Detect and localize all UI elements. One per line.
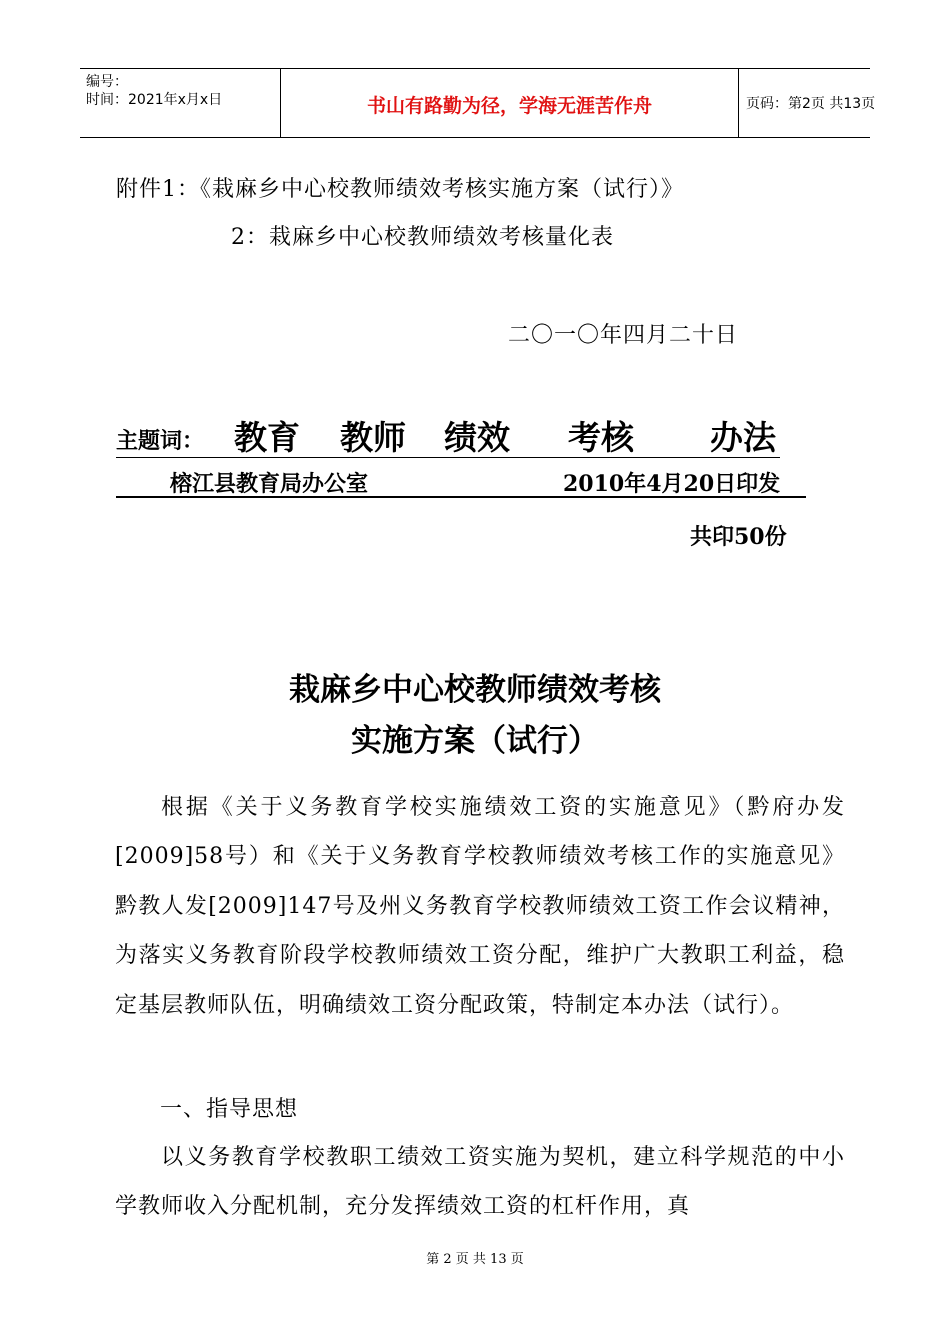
- print-copies: 共印50份: [690, 524, 787, 550]
- section-heading-guiding-ideology: 一、指导思想: [160, 1097, 299, 1122]
- attachment-line-1: 附件1：《栽麻乡中心校教师绩效考核实施方案（试行）》: [116, 177, 684, 202]
- attachment-line-2: 2：栽麻乡中心校教师绩效考核量化表: [231, 225, 614, 250]
- document-title-line-1: 栽麻乡中心校教师绩效考核: [289, 672, 661, 708]
- page-footer: 第 2 页 共 13 页: [426, 1252, 524, 1267]
- keywords-label: 主题词：: [116, 429, 205, 454]
- keyword-item: 办法: [710, 418, 776, 457]
- header-motto-cell: [280, 69, 739, 137]
- document-title-line-2: 实施方案（试行）: [351, 723, 599, 759]
- keyword-item: 教师: [340, 418, 406, 457]
- issuing-office: 榕江县教育局办公室: [170, 471, 369, 497]
- issuance-date: 2010年4月20日印发: [563, 471, 781, 497]
- keyword-item: 考核: [568, 418, 634, 457]
- document-date: 二〇一〇年四月二十日: [508, 323, 739, 348]
- body-paragraph-1: 根据《关于义务教育学校实施绩效工资的实施意见》（黔府办发[2009]58号）和《关于义务教育学校教师绩效考核工作的实施意见》黔教人发[2009]147号及州义务教育学校教师绩效工资工作会议精神，为落实义务教育阶段学校教师绩效工资分配，维护广大教职工利益，稳定基层教师队伍，明确绩效工资分配政策，特制定本办法（试行）。: [115, 795, 845, 1018]
- header-table: [80, 68, 876, 138]
- header-meta-cell: [80, 69, 280, 137]
- keywords-divider: [116, 457, 780, 458]
- body-paragraph-2: 以义务教育学校教职工绩效工资实施为契机，建立科学规范的中小学教师收入分配机制，充分发挥绩效工资的杠杆作用，真: [115, 1145, 845, 1220]
- document-number-label: 编号：: [86, 74, 128, 90]
- issuance-divider: [116, 496, 806, 498]
- header-motto: 书山有路勤为径，学海无涯苦作舟: [366, 95, 652, 117]
- document-time-label: 时间：2021年x月x日: [86, 92, 223, 108]
- keyword-item: 绩效: [444, 418, 510, 457]
- keyword-item: 教育: [234, 418, 300, 457]
- header-page-info: 页码：第2页 共13页: [746, 96, 876, 112]
- header-page-cell: [738, 69, 876, 137]
